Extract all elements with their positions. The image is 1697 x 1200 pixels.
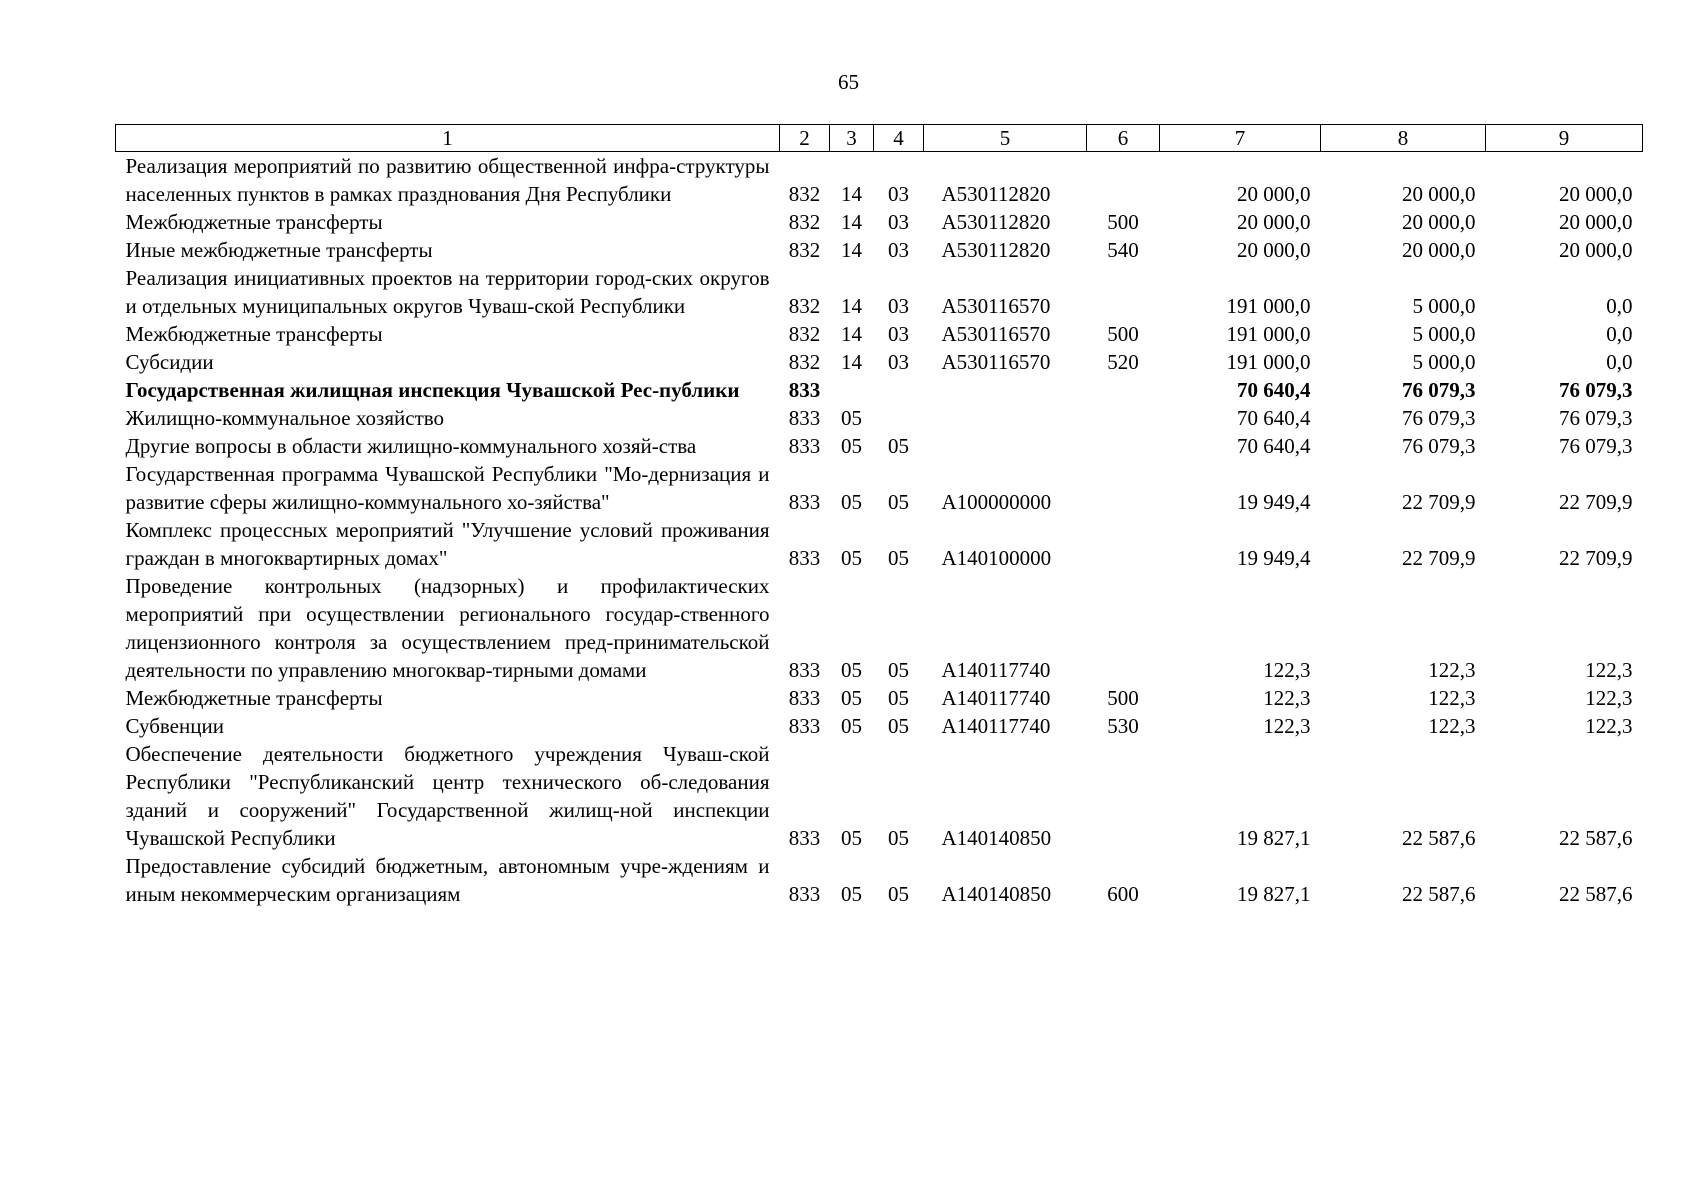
row-amount-col8: 22 709,9 [1402,490,1476,514]
row-amount-col9: 22 587,6 [1559,826,1633,850]
row-amount-col8: 20 000,0 [1402,182,1476,206]
row-name: Реализация инициативных проектов на территории город-ских округов и отдельных муниципальных округов Чуваш-ской Республики [125,266,770,318]
row-subsection: 03 [888,294,909,318]
row-name: Субсидии [125,350,214,374]
row-amount-col8: 5 000,0 [1412,350,1476,374]
row-name: Государственная программа Чувашской Республики "Мо-дернизация и развитие сферы жилищно-коммунального хо-зяйства" [125,462,770,514]
row-ministry-code: 832 [788,238,821,262]
header-col-4: 4 [874,125,924,152]
table-row [116,684,1643,712]
row-amount-col7: 19 949,4 [1237,490,1311,514]
row-target-article [924,432,1087,460]
row-section: 05 [841,434,862,458]
row-amount-col7: 20 000,0 [1237,210,1311,234]
row-section: 05 [841,546,862,570]
row-amount-col9: 76 079,3 [1559,434,1633,458]
row-section: 05 [841,882,862,906]
row-amount-col9: 20 000,0 [1559,182,1633,206]
row-amount-col7: 20 000,0 [1237,182,1311,206]
row-ministry-code: 833 [788,434,821,458]
row-amount-col9: 20 000,0 [1559,238,1633,262]
row-ministry-code: 833 [788,882,821,906]
header-col-2: 2 [780,125,830,152]
row-amount-col9: 76 079,3 [1559,378,1633,402]
row-amount-col7: 191 000,0 [1226,294,1311,318]
row-subsection: 05 [888,826,909,850]
row-name: Межбюджетные трансферты [125,210,383,234]
table-row [116,376,1643,404]
row-subsection [874,404,924,432]
row-subsection: 03 [888,238,909,262]
header-col-8: 8 [1321,125,1486,152]
row-expense-type [1087,460,1160,516]
row-ministry-code: 833 [788,378,821,402]
row-target-article: А140117740 [941,686,1051,710]
table-row [116,460,1643,516]
row-amount-col7: 122,3 [1263,714,1311,738]
row-amount-col9: 122,3 [1585,686,1633,710]
row-expense-type: 520 [1107,350,1139,374]
row-target-article [924,376,1087,404]
row-expense-type [1087,404,1160,432]
row-section: 14 [841,182,862,206]
row-subsection: 05 [888,546,909,570]
page-number: 65 [838,70,859,94]
row-ministry-code: 832 [788,294,821,318]
row-name: Обеспечение деятельности бюджетного учреждения Чуваш-ской Республики "Республиканский центр технического об-следования зданий и сооружений" Государственной жилищ-ной инспекции Чувашской Республики [125,742,770,850]
row-amount-col9: 122,3 [1585,658,1633,682]
row-amount-col7: 191 000,0 [1226,322,1311,346]
row-amount-col7: 70 640,4 [1237,378,1311,402]
row-target-article: А530112820 [941,210,1051,234]
row-amount-col7: 20 000,0 [1237,238,1311,262]
row-expense-type [1087,264,1160,320]
row-section: 05 [841,406,862,430]
table-row [116,264,1643,320]
row-section: 14 [841,350,862,374]
header-col-5: 5 [924,125,1087,152]
row-expense-type: 540 [1107,238,1139,262]
row-amount-col9: 122,3 [1585,714,1633,738]
row-amount-col8: 22 587,6 [1402,882,1476,906]
row-amount-col8: 122,3 [1428,686,1476,710]
row-amount-col9: 22 709,9 [1559,490,1633,514]
row-amount-col9: 22 709,9 [1559,546,1633,570]
row-subsection: 03 [888,322,909,346]
row-target-article: А530116570 [941,322,1051,346]
row-target-article [924,404,1087,432]
row-target-article: А530116570 [941,350,1051,374]
row-ministry-code: 832 [788,350,821,374]
row-amount-col8: 5 000,0 [1412,294,1476,318]
table-row [116,432,1643,460]
table-body [116,152,1643,909]
table-row [116,348,1643,376]
row-section: 14 [841,238,862,262]
row-ministry-code: 832 [788,210,821,234]
row-name: Предоставление субсидий бюджетным, автономным учре-ждениям и иным некоммерческим организациям [125,854,770,906]
row-amount-col8: 5 000,0 [1412,322,1476,346]
row-amount-col8: 20 000,0 [1402,238,1476,262]
header-col-1: 1 [116,125,780,152]
row-amount-col7: 19 827,1 [1237,826,1311,850]
header-col-6: 6 [1087,125,1160,152]
row-amount-col8: 122,3 [1428,658,1476,682]
row-expense-type [1087,516,1160,572]
row-expense-type [1087,376,1160,404]
row-section: 14 [841,322,862,346]
row-name: Иные межбюджетные трансферты [125,238,433,262]
row-amount-col9: 20 000,0 [1559,210,1633,234]
row-subsection: 05 [888,686,909,710]
row-name: Государственная жилищная инспекция Чувашской Рес-публики [125,378,740,402]
table-row [116,740,1643,852]
row-target-article: А530112820 [941,182,1051,206]
row-subsection [874,376,924,404]
row-name: Межбюджетные трансферты [125,686,383,710]
header-row [116,125,1643,152]
row-amount-col7: 191 000,0 [1226,350,1311,374]
row-section: 14 [841,294,862,318]
table-row [116,516,1643,572]
table-row [116,208,1643,236]
row-amount-col8: 76 079,3 [1402,378,1476,402]
row-amount-col8: 22 709,9 [1402,546,1476,570]
row-subsection: 05 [888,658,909,682]
row-ministry-code: 833 [788,686,821,710]
row-name: Реализация мероприятий по развитию общественной инфра-структуры населенных пунктов в рамках празднования Дня Республики [125,154,770,206]
row-amount-col7: 19 949,4 [1237,546,1311,570]
table-row [116,320,1643,348]
row-amount-col8: 76 079,3 [1402,406,1476,430]
row-ministry-code: 833 [788,546,821,570]
row-amount-col8: 20 000,0 [1402,210,1476,234]
row-section: 05 [841,686,862,710]
row-expense-type [1087,152,1160,209]
row-expense-type: 500 [1107,686,1139,710]
row-expense-type: 530 [1107,714,1139,738]
row-ministry-code: 833 [788,406,821,430]
row-amount-col8: 22 587,6 [1402,826,1476,850]
row-ministry-code: 832 [788,322,821,346]
row-amount-col9: 22 587,6 [1559,882,1633,906]
row-ministry-code: 833 [788,490,821,514]
row-section: 05 [841,826,862,850]
row-ministry-code: 833 [788,826,821,850]
row-amount-col7: 19 827,1 [1237,882,1311,906]
header-col-9: 9 [1486,125,1643,152]
row-target-article: А140140850 [941,826,1052,850]
row-expense-type [1087,572,1160,684]
row-target-article: А100000000 [941,490,1052,514]
row-ministry-code: 832 [788,182,821,206]
row-section: 05 [841,490,862,514]
row-amount-col7: 122,3 [1263,686,1311,710]
row-name: Проведение контрольных (надзорных) и профилактических мероприятий при осуществлении регионального государ-ственного лицензионного контроля за осуществлением пред-принимательской деятельности по управлению многоквар-тирными домами [125,574,770,682]
header-col-3: 3 [830,125,874,152]
row-name: Межбюджетные трансферты [125,322,383,346]
row-name: Другие вопросы в области жилищно-коммунального хозяй-ства [125,434,697,458]
row-target-article: А530116570 [941,294,1051,318]
table-row [116,236,1643,264]
row-section [830,376,874,404]
budget-table [115,124,1643,908]
row-subsection: 03 [888,350,909,374]
table-row [116,712,1643,740]
row-subsection: 05 [888,714,909,738]
row-section: 05 [841,714,862,738]
row-amount-col9: 76 079,3 [1559,406,1633,430]
row-target-article: А140117740 [941,658,1051,682]
row-subsection: 05 [888,434,909,458]
row-target-article: А140100000 [941,546,1052,570]
row-amount-col7: 70 640,4 [1237,434,1311,458]
row-amount-col7: 122,3 [1263,658,1311,682]
row-subsection: 05 [888,882,909,906]
row-expense-type [1087,432,1160,460]
row-name: Комплекс процессных мероприятий "Улучшение условий проживания граждан в многоквартирных домах" [125,518,770,570]
row-amount-col9: 0,0 [1606,294,1633,318]
row-section: 05 [841,658,862,682]
row-target-article: А530112820 [941,238,1051,262]
row-amount-col9: 0,0 [1606,322,1633,346]
row-section: 14 [841,210,862,234]
table-row [116,152,1643,209]
header-col-7: 7 [1160,125,1321,152]
table-row [116,572,1643,684]
row-name: Жилищно-коммунальное хозяйство [125,406,445,430]
row-subsection: 03 [888,210,909,234]
table-row [116,852,1643,908]
row-subsection: 03 [888,182,909,206]
row-amount-col8: 76 079,3 [1402,434,1476,458]
table-header [116,125,1643,152]
row-target-article: А140117740 [941,714,1051,738]
row-ministry-code: 833 [788,658,821,682]
row-subsection: 05 [888,490,909,514]
row-expense-type: 600 [1107,882,1139,906]
row-amount-col9: 0,0 [1606,350,1633,374]
row-name: Субвенции [125,714,224,738]
row-ministry-code: 833 [788,714,821,738]
table-row [116,404,1643,432]
row-amount-col8: 122,3 [1428,714,1476,738]
row-expense-type: 500 [1107,322,1139,346]
row-expense-type [1087,740,1160,852]
row-target-article: А140140850 [941,882,1052,906]
row-expense-type: 500 [1107,210,1139,234]
row-amount-col7: 70 640,4 [1237,406,1311,430]
